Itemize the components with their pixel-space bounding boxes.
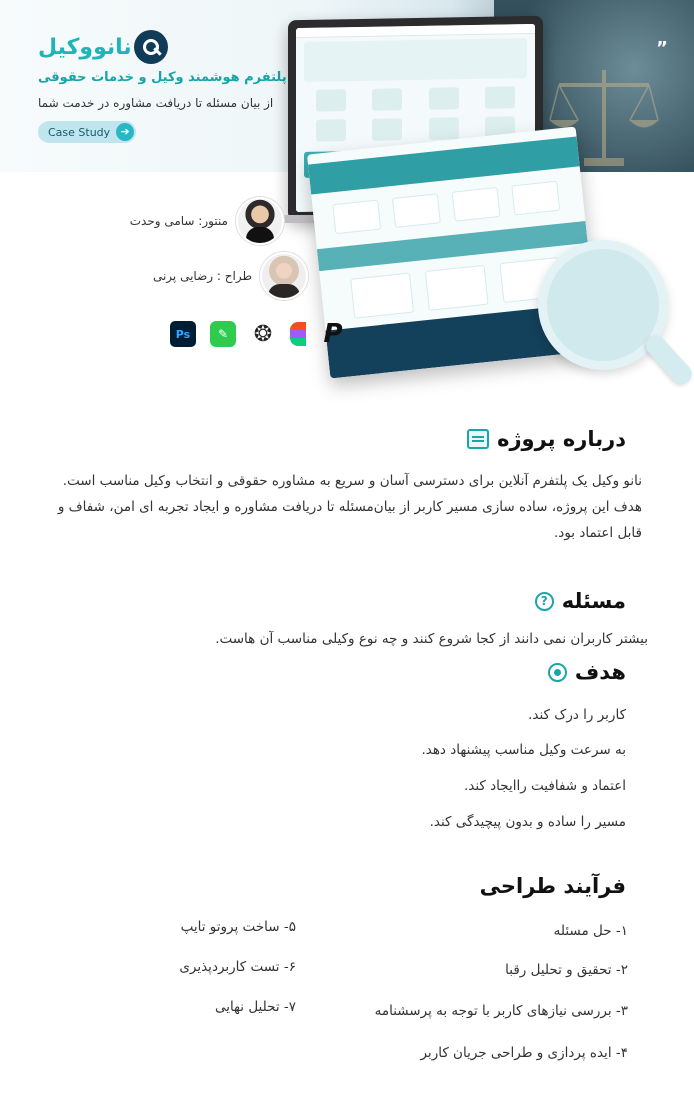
logo[interactable]: [38, 30, 168, 64]
designer-avatar: [260, 252, 308, 300]
process-step: ۲- تحقیق و تحلیل رقبا: [505, 962, 628, 978]
arrow-right-icon: ➔: [116, 123, 134, 141]
goal-item: مسیر را ساده و بدون پیچیدگی کند.: [429, 814, 626, 830]
goal-heading: [548, 660, 626, 684]
tools-row: [170, 321, 346, 347]
process-step: ۱- حل مسئله: [553, 923, 628, 939]
process-step: ۵- ساخت پروتو تایپ: [180, 919, 296, 935]
problem-heading: [535, 589, 626, 613]
chatgpt-icon: ❂: [253, 321, 273, 347]
question-circle-icon: ?: [535, 592, 554, 611]
goal-title: هدف: [574, 660, 626, 684]
process-heading: [480, 874, 626, 898]
process-step: ۳- بررسی نیازهای کاربر با توجه به پرسشنامه: [374, 1003, 628, 1019]
clockify-icon: ✎: [210, 321, 236, 347]
mentor-avatar: [236, 197, 284, 245]
hero-title: پلتفرم هوشمند وکیل و خدمات حقوقی: [38, 70, 287, 85]
logo-text: نانووکیل: [38, 34, 132, 60]
quote-icon: ”: [656, 38, 668, 59]
about-text: نانو وکیل یک پلتفرم آنلاین برای دسترسی آسان و سریع به مشاوره حقوقی و انتخاب وکیل مناسب است. هدف این پروژه، ساده سازی مسیر کاربر از بیان‌مسئله تا دریافت مشاوره و ایجاد تجربه ای امن، شفاف و قابل اعتماد بود.: [57, 473, 642, 541]
mentor: [130, 197, 284, 245]
designer: [153, 252, 308, 300]
mentor-label: منتور: سامی وحدت: [129, 214, 228, 228]
problem-title: مسئله: [561, 589, 626, 613]
problem-text: بیشتر کاربران نمی دانند از کجا شروع کنند و چه نوع وکیلی مناسب آن هاست.: [215, 631, 648, 647]
process-title: فرآیند طراحی: [479, 874, 626, 898]
document-settings-icon: [467, 429, 489, 449]
about-title: درباره پروژه: [497, 427, 626, 451]
photoshop-icon: Ps: [170, 321, 196, 347]
magnifier-logo-icon: [134, 30, 168, 64]
magnifier-handle: [642, 332, 694, 388]
hero-subtitle: از بیان مسئله تا دریافت مشاوره در خدمت شما: [38, 96, 274, 110]
goal-item: به سرعت وکیل مناسب پیشنهاد دهد.: [421, 742, 626, 758]
case-study-button[interactable]: [38, 121, 136, 143]
process-step: ۴- ایده پردازی و طراحی جریان کاربر: [420, 1045, 628, 1061]
target-icon: [548, 663, 567, 682]
goal-item: کاربر را درک کند.: [528, 707, 626, 723]
goal-item: اعتماد و شفافیت راایجاد کند.: [463, 778, 626, 794]
case-study-label: Case Study: [48, 125, 111, 139]
designer-label: طراح : رضایی پرنی: [152, 269, 252, 283]
process-step: ۶- تست کاربردپذیری: [179, 959, 296, 975]
protopie-icon: P: [323, 319, 343, 349]
process-step: ۷- تحلیل نهایی: [214, 999, 296, 1015]
figma-icon: [290, 321, 306, 347]
about-heading: [467, 427, 626, 451]
